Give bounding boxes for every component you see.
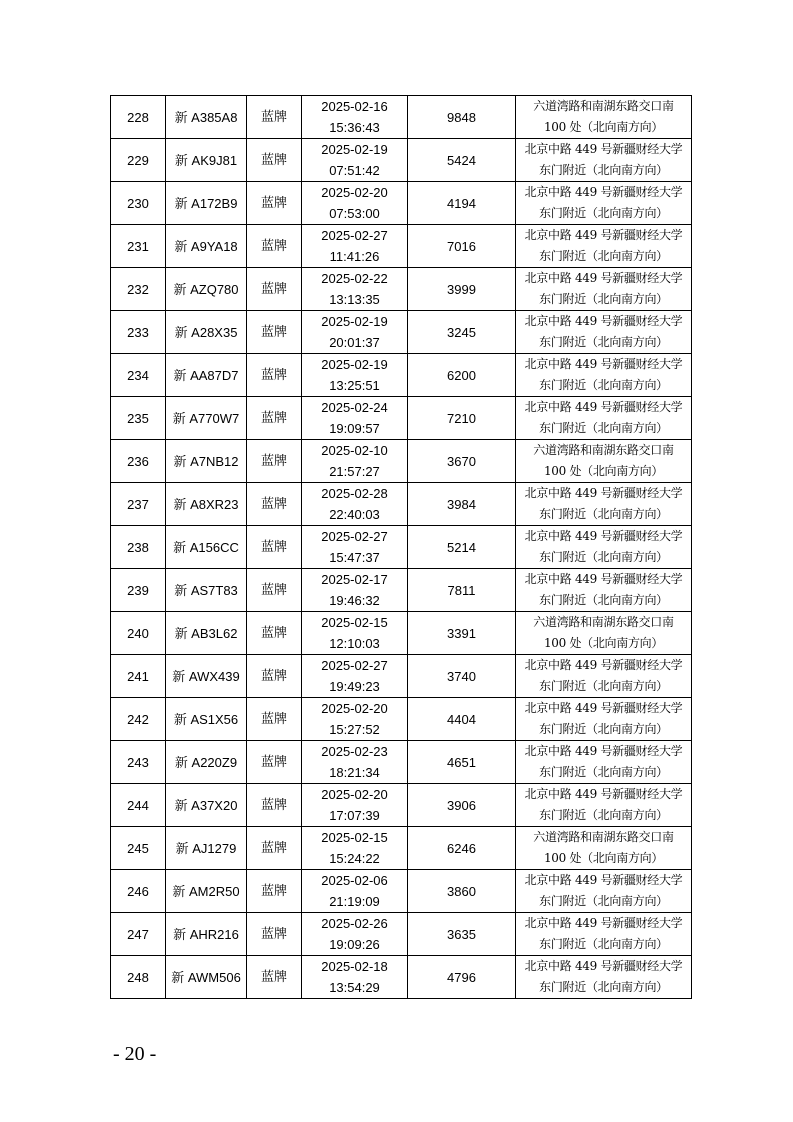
plate-number-cell: 新 A220Z9: [166, 741, 247, 784]
capture-time-cell: [302, 956, 408, 999]
capture-time-cell: [302, 913, 408, 956]
location-cell: [516, 698, 692, 741]
location-line-1: 北京中路 449 号新疆财经大学: [524, 185, 683, 199]
plate-type-cell: 蓝牌: [247, 913, 302, 956]
capture-time-cell: [302, 526, 408, 569]
table-row: [111, 827, 692, 870]
violation-code-cell: 4404: [408, 698, 516, 741]
capture-time-cell: [302, 268, 408, 311]
violation-code-cell: 7016: [408, 225, 516, 268]
table-row: [111, 956, 692, 999]
location-line-1: 北京中路 449 号新疆财经大学: [524, 529, 683, 543]
plate-type-cell: 蓝牌: [247, 655, 302, 698]
violation-code-cell: 6246: [408, 827, 516, 870]
capture-time-cell: [302, 397, 408, 440]
location-line-1: 六道湾路和南湖东路交口南: [533, 830, 674, 844]
capture-clock-time: 21:57:27: [329, 464, 380, 479]
row-number-cell: 239: [111, 569, 166, 612]
plate-type-cell: 蓝牌: [247, 956, 302, 999]
table-row: [111, 354, 692, 397]
capture-date: 2025-02-17: [321, 572, 388, 587]
location-line-1: 北京中路 449 号新疆财经大学: [524, 873, 683, 887]
location-line-1: 北京中路 449 号新疆财经大学: [524, 916, 683, 930]
location-line-2: 东门附近（北向南方向）: [539, 894, 668, 908]
row-number-cell: 235: [111, 397, 166, 440]
capture-time-cell: [302, 741, 408, 784]
row-number-cell: 232: [111, 268, 166, 311]
capture-time-cell: [302, 440, 408, 483]
location-line-2: 东门附近（北向南方向）: [539, 378, 668, 392]
location-cell: [516, 655, 692, 698]
location-cell: [516, 225, 692, 268]
capture-time-cell: [302, 569, 408, 612]
location-cell: [516, 569, 692, 612]
row-number-cell: 231: [111, 225, 166, 268]
table-row: [111, 182, 692, 225]
table-row: [111, 913, 692, 956]
table-row: [111, 268, 692, 311]
violation-code-cell: 3635: [408, 913, 516, 956]
table-row: [111, 784, 692, 827]
location-cell: [516, 182, 692, 225]
violation-code-cell: 3670: [408, 440, 516, 483]
location-cell: [516, 741, 692, 784]
table-body: [111, 96, 692, 999]
location-line-2: 东门附近（北向南方向）: [539, 335, 668, 349]
plate-type-cell: 蓝牌: [247, 268, 302, 311]
location-line-2: 东门附近（北向南方向）: [539, 679, 668, 693]
location-line-2: 100 处（北向南方向）: [543, 120, 664, 134]
capture-clock-time: 12:10:03: [329, 636, 380, 651]
location-cell: [516, 354, 692, 397]
plate-number-cell: 新 A9YA18: [166, 225, 247, 268]
location-line-2: 东门附近（北向南方向）: [539, 593, 668, 607]
capture-time-cell: [302, 698, 408, 741]
location-cell: [516, 612, 692, 655]
location-line-2: 东门附近（北向南方向）: [539, 722, 668, 736]
plate-type-cell: 蓝牌: [247, 569, 302, 612]
capture-date: 2025-02-19: [321, 142, 388, 157]
capture-clock-time: 07:53:00: [329, 206, 380, 221]
violation-code-cell: 5214: [408, 526, 516, 569]
location-cell: [516, 268, 692, 311]
capture-time-cell: [302, 182, 408, 225]
table-row: [111, 397, 692, 440]
capture-clock-time: 15:24:22: [329, 851, 380, 866]
location-cell: [516, 311, 692, 354]
table-row: [111, 655, 692, 698]
table-row: [111, 96, 692, 139]
plate-number-cell: 新 A7NB12: [166, 440, 247, 483]
plate-number-cell: 新 AA87D7: [166, 354, 247, 397]
capture-date: 2025-02-19: [321, 314, 388, 329]
capture-date: 2025-02-28: [321, 486, 388, 501]
capture-time-cell: [302, 354, 408, 397]
capture-clock-time: 20:01:37: [329, 335, 380, 350]
row-number-cell: 245: [111, 827, 166, 870]
location-line-1: 北京中路 449 号新疆财经大学: [524, 572, 683, 586]
capture-clock-time: 19:46:32: [329, 593, 380, 608]
plate-type-cell: 蓝牌: [247, 827, 302, 870]
plate-number-cell: 新 AS7T83: [166, 569, 247, 612]
location-line-2: 东门附近（北向南方向）: [539, 765, 668, 779]
row-number-cell: 247: [111, 913, 166, 956]
capture-date: 2025-02-23: [321, 744, 388, 759]
plate-number-cell: 新 A28X35: [166, 311, 247, 354]
location-cell: [516, 440, 692, 483]
capture-date: 2025-02-20: [321, 701, 388, 716]
plate-type-cell: 蓝牌: [247, 741, 302, 784]
capture-date: 2025-02-26: [321, 916, 388, 931]
row-number-cell: 248: [111, 956, 166, 999]
plate-type-cell: 蓝牌: [247, 225, 302, 268]
capture-time-cell: [302, 612, 408, 655]
capture-clock-time: 15:27:52: [329, 722, 380, 737]
row-number-cell: 230: [111, 182, 166, 225]
plate-type-cell: 蓝牌: [247, 354, 302, 397]
plate-number-cell: 新 AS1X56: [166, 698, 247, 741]
table-row: [111, 225, 692, 268]
violation-code-cell: 3906: [408, 784, 516, 827]
capture-time-cell: [302, 483, 408, 526]
capture-clock-time: 07:51:42: [329, 163, 380, 178]
location-line-1: 六道湾路和南湖东路交口南: [533, 615, 674, 629]
capture-date: 2025-02-20: [321, 787, 388, 802]
capture-date: 2025-02-18: [321, 959, 388, 974]
page-number: - 20 -: [113, 1043, 157, 1065]
violation-code-cell: 5424: [408, 139, 516, 182]
plate-type-cell: 蓝牌: [247, 182, 302, 225]
row-number-cell: 233: [111, 311, 166, 354]
location-cell: [516, 96, 692, 139]
violation-code-cell: 6200: [408, 354, 516, 397]
location-line-1: 北京中路 449 号新疆财经大学: [524, 314, 683, 328]
location-line-2: 东门附近（北向南方向）: [539, 206, 668, 220]
capture-date: 2025-02-22: [321, 271, 388, 286]
capture-time-cell: [302, 96, 408, 139]
location-cell: [516, 526, 692, 569]
row-number-cell: 246: [111, 870, 166, 913]
capture-clock-time: 15:47:37: [329, 550, 380, 565]
plate-type-cell: 蓝牌: [247, 397, 302, 440]
location-cell: [516, 784, 692, 827]
plate-type-cell: 蓝牌: [247, 870, 302, 913]
capture-date: 2025-02-16: [321, 99, 388, 114]
location-line-1: 北京中路 449 号新疆财经大学: [524, 959, 683, 973]
plate-number-cell: 新 AM2R50: [166, 870, 247, 913]
capture-time-cell: [302, 827, 408, 870]
capture-clock-time: 19:49:23: [329, 679, 380, 694]
location-line-1: 北京中路 449 号新疆财经大学: [524, 400, 683, 414]
violation-code-cell: 3740: [408, 655, 516, 698]
capture-date: 2025-02-19: [321, 357, 388, 372]
location-cell: [516, 956, 692, 999]
plate-type-cell: 蓝牌: [247, 612, 302, 655]
plate-type-cell: 蓝牌: [247, 311, 302, 354]
plate-number-cell: 新 A385A8: [166, 96, 247, 139]
capture-clock-time: 21:19:09: [329, 894, 380, 909]
capture-clock-time: 13:13:35: [329, 292, 380, 307]
location-line-2: 东门附近（北向南方向）: [539, 292, 668, 306]
capture-clock-time: 15:36:43: [329, 120, 380, 135]
table-row: [111, 741, 692, 784]
violation-code-cell: 3860: [408, 870, 516, 913]
plate-number-cell: 新 AZQ780: [166, 268, 247, 311]
location-line-1: 北京中路 449 号新疆财经大学: [524, 142, 683, 156]
plate-number-cell: 新 A8XR23: [166, 483, 247, 526]
plate-number-cell: 新 AK9J81: [166, 139, 247, 182]
table-row: [111, 526, 692, 569]
table-row: [111, 311, 692, 354]
location-line-1: 北京中路 449 号新疆财经大学: [524, 658, 683, 672]
row-number-cell: 241: [111, 655, 166, 698]
location-line-1: 北京中路 449 号新疆财经大学: [524, 357, 683, 371]
row-number-cell: 244: [111, 784, 166, 827]
row-number-cell: 242: [111, 698, 166, 741]
row-number-cell: 240: [111, 612, 166, 655]
location-line-1: 北京中路 449 号新疆财经大学: [524, 271, 683, 285]
table-row: [111, 698, 692, 741]
violation-code-cell: 9848: [408, 96, 516, 139]
row-number-cell: 238: [111, 526, 166, 569]
violation-code-cell: 3245: [408, 311, 516, 354]
capture-time-cell: [302, 311, 408, 354]
capture-time-cell: [302, 784, 408, 827]
plate-number-cell: 新 A770W7: [166, 397, 247, 440]
location-line-2: 100 处（北向南方向）: [543, 851, 664, 865]
capture-time-cell: [302, 225, 408, 268]
location-line-2: 东门附近（北向南方向）: [539, 808, 668, 822]
location-cell: [516, 397, 692, 440]
row-number-cell: 229: [111, 139, 166, 182]
location-cell: [516, 139, 692, 182]
plate-number-cell: 新 AWX439: [166, 655, 247, 698]
violation-code-cell: 4194: [408, 182, 516, 225]
table-row: [111, 569, 692, 612]
plate-number-cell: 新 AB3L62: [166, 612, 247, 655]
location-line-2: 东门附近（北向南方向）: [539, 937, 668, 951]
location-cell: [516, 913, 692, 956]
row-number-cell: 236: [111, 440, 166, 483]
location-line-2: 100 处（北向南方向）: [543, 636, 664, 650]
capture-date: 2025-02-06: [321, 873, 388, 888]
capture-clock-time: 22:40:03: [329, 507, 380, 522]
table-row: [111, 612, 692, 655]
capture-date: 2025-02-27: [321, 658, 388, 673]
capture-clock-time: 17:07:39: [329, 808, 380, 823]
capture-date: 2025-02-24: [321, 400, 388, 415]
plate-type-cell: 蓝牌: [247, 139, 302, 182]
location-line-2: 东门附近（北向南方向）: [539, 249, 668, 263]
plate-type-cell: 蓝牌: [247, 96, 302, 139]
violation-code-cell: 7210: [408, 397, 516, 440]
capture-date: 2025-02-15: [321, 615, 388, 630]
capture-date: 2025-02-15: [321, 830, 388, 845]
capture-time-cell: [302, 870, 408, 913]
capture-clock-time: 19:09:57: [329, 421, 380, 436]
violation-code-cell: 3999: [408, 268, 516, 311]
plate-type-cell: 蓝牌: [247, 698, 302, 741]
plate-number-cell: 新 AHR216: [166, 913, 247, 956]
violation-code-cell: 3391: [408, 612, 516, 655]
capture-clock-time: 11:41:26: [329, 249, 380, 264]
table-row: [111, 870, 692, 913]
plate-number-cell: 新 AWM506: [166, 956, 247, 999]
violation-code-cell: 3984: [408, 483, 516, 526]
table-row: [111, 440, 692, 483]
location-cell: [516, 483, 692, 526]
plate-type-cell: 蓝牌: [247, 526, 302, 569]
row-number-cell: 228: [111, 96, 166, 139]
row-number-cell: 234: [111, 354, 166, 397]
location-line-1: 六道湾路和南湖东路交口南: [533, 99, 674, 113]
location-line-1: 北京中路 449 号新疆财经大学: [524, 228, 683, 242]
capture-time-cell: [302, 655, 408, 698]
location-line-1: 北京中路 449 号新疆财经大学: [524, 744, 683, 758]
plate-number-cell: 新 A37X20: [166, 784, 247, 827]
location-line-1: 北京中路 449 号新疆财经大学: [524, 787, 683, 801]
violation-code-cell: 4651: [408, 741, 516, 784]
location-line-2: 东门附近（北向南方向）: [539, 421, 668, 435]
plate-type-cell: 蓝牌: [247, 440, 302, 483]
location-line-1: 北京中路 449 号新疆财经大学: [524, 701, 683, 715]
capture-clock-time: 13:25:51: [329, 378, 380, 393]
location-cell: [516, 870, 692, 913]
capture-clock-time: 13:54:29: [329, 980, 380, 995]
capture-date: 2025-02-20: [321, 185, 388, 200]
location-line-2: 东门附近（北向南方向）: [539, 550, 668, 564]
capture-date: 2025-02-27: [321, 228, 388, 243]
row-number-cell: 243: [111, 741, 166, 784]
capture-date: 2025-02-10: [321, 443, 388, 458]
location-line-1: 六道湾路和南湖东路交口南: [533, 443, 674, 457]
violation-table: [110, 95, 692, 999]
table-row: [111, 483, 692, 526]
plate-number-cell: 新 A172B9: [166, 182, 247, 225]
location-line-2: 100 处（北向南方向）: [543, 464, 664, 478]
plate-type-cell: 蓝牌: [247, 483, 302, 526]
table-row: [111, 139, 692, 182]
violation-code-cell: 7811: [408, 569, 516, 612]
capture-date: 2025-02-27: [321, 529, 388, 544]
plate-type-cell: 蓝牌: [247, 784, 302, 827]
location-line-2: 东门附近（北向南方向）: [539, 163, 668, 177]
location-line-2: 东门附近（北向南方向）: [539, 980, 668, 994]
location-line-1: 北京中路 449 号新疆财经大学: [524, 486, 683, 500]
capture-time-cell: [302, 139, 408, 182]
capture-clock-time: 18:21:34: [329, 765, 380, 780]
plate-number-cell: 新 AJ1279: [166, 827, 247, 870]
row-number-cell: 237: [111, 483, 166, 526]
location-line-2: 东门附近（北向南方向）: [539, 507, 668, 521]
location-cell: [516, 827, 692, 870]
plate-number-cell: 新 A156CC: [166, 526, 247, 569]
violation-code-cell: 4796: [408, 956, 516, 999]
capture-clock-time: 19:09:26: [329, 937, 380, 952]
